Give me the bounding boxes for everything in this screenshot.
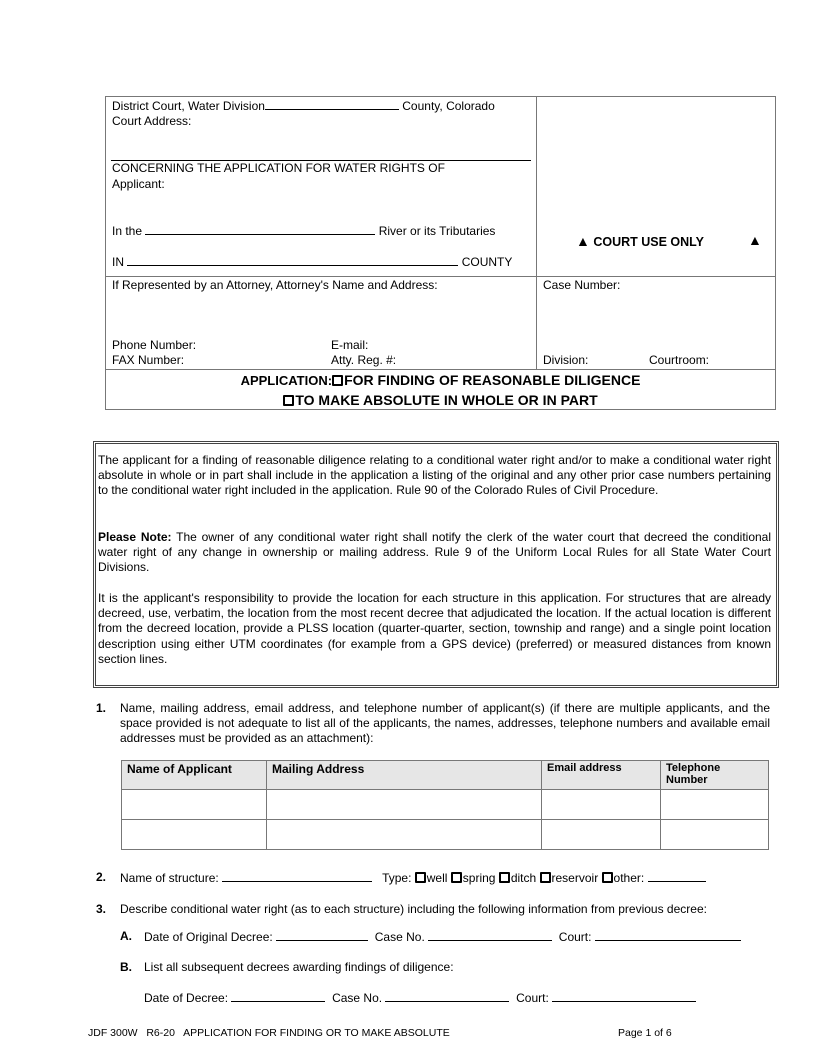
attorney-label: If Represented by an Attorney, Attorney's Name and Address:	[112, 278, 438, 292]
water-division-field[interactable]	[265, 98, 399, 110]
subsequent-court-field[interactable]	[552, 990, 696, 1002]
applicant-email-cell[interactable]	[542, 820, 661, 850]
application-option-2: TO MAKE ABSOLUTE IN WHOLE OR IN PART	[106, 393, 775, 407]
col-telephone-number: Telephone Number	[661, 761, 769, 790]
item-2-line: Name of structure: Type: well spring ditch reservoir other:	[120, 870, 706, 886]
court-use-only: ▲ COURT USE ONLY	[576, 233, 705, 249]
applicant-phone-cell[interactable]	[661, 790, 769, 820]
concerning-label: CONCERNING THE APPLICATION FOR WATER RIGHTS OF	[112, 161, 445, 175]
original-case-no-field[interactable]	[428, 929, 552, 941]
table-row	[122, 820, 769, 850]
notice-box	[93, 441, 779, 688]
notice-paragraph-1: The applicant for a finding of reasonable diligence relating to a conditional water right and/or to make a conditional water right absolute in whole or in part shall include in the application a listing of the original and any other prior case numbers pertaining to the conditional water right included in the application. Rule 90 of the Colorado Rules of Civil Procedure.	[98, 453, 771, 498]
applicant-label: Applicant:	[112, 177, 165, 191]
item-1-text: Name, mailing address, email address, and telephone number of applicant(s) (if there are multiple applicants, and the space provided is not adequate to list all of the applicants, the names, addresses, telephone numbers and available email addresses must be provided as an attachment):	[120, 701, 770, 745]
well-checkbox[interactable]	[415, 872, 426, 883]
absolute-checkbox[interactable]	[283, 395, 294, 406]
triangle-up-icon: ▲	[576, 233, 590, 249]
caption-divider-row2	[106, 369, 775, 370]
table-header-row	[122, 761, 769, 790]
col-email-address: Email address	[542, 761, 661, 790]
structure-name-field[interactable]	[222, 870, 372, 882]
applicant-address-cell[interactable]	[267, 820, 542, 850]
caption-table	[105, 96, 776, 410]
application-option-1: APPLICATION: FOR FINDING OF REASONABLE DILIGENCE	[240, 372, 641, 388]
item-3a-label: A.	[120, 929, 132, 943]
applicant-address-cell[interactable]	[267, 790, 542, 820]
original-decree-date-field[interactable]	[276, 929, 368, 941]
item-1-number: 1.	[96, 701, 107, 715]
fax-label: FAX Number:	[112, 353, 185, 367]
ditch-checkbox[interactable]	[499, 872, 510, 883]
courtroom-label: Courtroom:	[649, 353, 710, 367]
atty-reg-label: Atty. Reg. #:	[331, 353, 397, 367]
subsequent-case-no-field[interactable]	[385, 990, 509, 1002]
other-type-field[interactable]	[648, 870, 706, 882]
email-label: E-mail:	[331, 338, 369, 352]
caption-divider-row1	[106, 276, 775, 277]
river-line: In the River or its Tributaries	[112, 224, 496, 238]
division-label: Division:	[543, 353, 589, 367]
court-address-label: Court Address:	[112, 114, 192, 128]
applicant-phone-cell[interactable]	[661, 820, 769, 850]
item-3b-line: Date of Decree: Case No. Court:	[144, 990, 696, 1006]
item-2-number: 2.	[96, 870, 107, 884]
reservoir-checkbox[interactable]	[540, 872, 551, 883]
item-3-text: Describe conditional water right (as to each structure) including the following information from previous decree:	[120, 902, 707, 916]
applicant-name-cell[interactable]	[122, 790, 267, 820]
case-number-label: Case Number:	[543, 278, 621, 292]
table-row	[122, 790, 769, 820]
applicant-table	[121, 760, 769, 850]
notice-paragraph-2: Please Note: The owner of any conditional water right shall notify the clerk of the water court that decreed the conditional water right of any change in ownership or mailing address. Rule 9 of the Uniform Local Rules for all State Water Court Divisions.	[98, 530, 772, 575]
spring-checkbox[interactable]	[451, 872, 462, 883]
court-division-line: District Court, Water Division County, Colorado	[112, 99, 495, 113]
item-3b-label: B.	[120, 960, 132, 974]
subsequent-decree-date-field[interactable]	[231, 990, 325, 1002]
item-3b-text: List all subsequent decrees awarding findings of diligence:	[144, 960, 454, 974]
footer-form-id: JDF 300W R6-20 APPLICATION FOR FINDING OR TO MAKE ABSOLUTE	[88, 1027, 450, 1039]
notice-paragraph-3: It is the applicant's responsibility to provide the location for each structure in this application. For structures that are already decreed, use, verbatim, the location from the most recent decree that adjudicated the location. If the actual location is different from the decreed location, provide a PLSS location (quarter-quarter, section, township and range) and a single point location description using either UTM coordinates (for example from a GPS device) (preferred) or measured distances from known section lines.	[98, 591, 771, 666]
col-name-of-applicant: Name of Applicant	[122, 761, 267, 790]
caption-divider-vertical	[536, 97, 537, 369]
county-field[interactable]	[127, 254, 458, 266]
river-field[interactable]	[145, 223, 375, 235]
other-checkbox[interactable]	[602, 872, 613, 883]
phone-label: Phone Number:	[112, 338, 197, 352]
applicant-name-cell[interactable]	[122, 820, 267, 850]
applicant-email-cell[interactable]	[542, 790, 661, 820]
col-mailing-address: Mailing Address	[267, 761, 542, 790]
diligence-checkbox[interactable]	[332, 375, 343, 386]
footer-page-number: Page 1 of 6	[618, 1027, 672, 1039]
item-3a-line: Date of Original Decree: Case No. Court:	[144, 929, 741, 945]
triangle-up-icon: ▲	[748, 232, 762, 248]
original-court-field[interactable]	[595, 929, 741, 941]
county-line: IN COUNTY	[112, 255, 513, 269]
item-3-number: 3.	[96, 902, 107, 916]
